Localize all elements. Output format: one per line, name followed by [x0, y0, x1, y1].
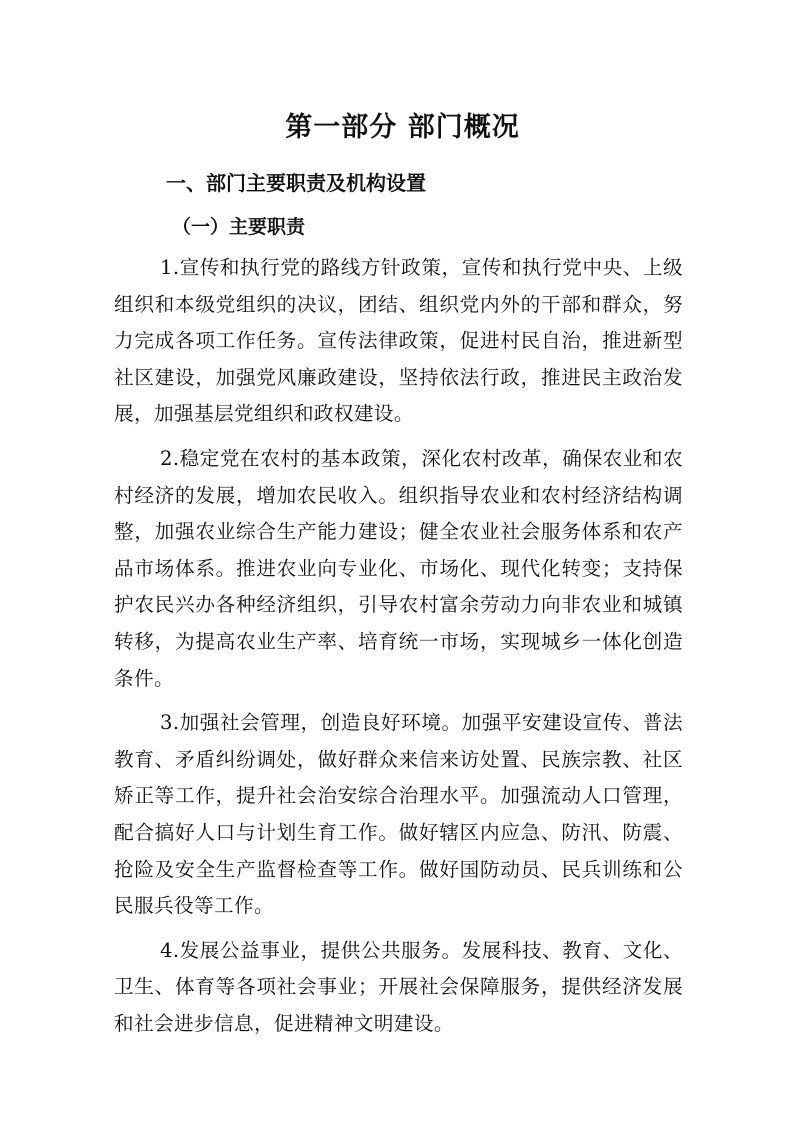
section-heading: 一、部门主要职责及机构设置 — [166, 171, 426, 195]
paragraph-3: 3.加强社会管理，创造良好环境。加强平安建设宣传、普法教育、矛盾纠纷调处，做好群众来信来访处置、民族宗教、社区矫正等工作，提升社会治安综合治理水平。加强流动人口管理，配合搞好人口与计划生育工作。做好辖区内应急、防汛、防震、抢险及安全生产监督检查等工作。做好国防动员、民兵训练和公民服兵役等工作。 — [114, 711, 683, 918]
page-title: 第一部分 部门概况 — [285, 112, 520, 143]
paragraph-1: 1.宣传和执行党的路线方针政策，宣传和执行党中央、上级组织和本级党组织的决议，团结、组织党内外的干部和群众，努力完成各项工作任务。宣传法律政策，促进村民自治，推进新型社区建设，加强党风廉政建设，坚持依法行政，推进民主政治发展，加强基层党组织和政权建设。 — [114, 256, 683, 426]
paragraph-2: 2.稳定党在农村的基本政策，深化农村改革，确保农业和农村经济的发展，增加农民收入。组织指导农业和农村经济结构调整，加强农业综合生产能力建设；健全农业社会服务体系和农产品市场体系。推进农业向专业化、市场化、现代化转变；支持保护农民兴办各种经济组织，引导农村富余劳动力向非农业和城镇转移，为提高农业生产率、培育统一市场，实现城乡一体化创造条件。 — [114, 446, 683, 690]
paragraph-4: 4.发展公益事业，提供公共服务。发展科技、教育、文化、卫生、体育等各项社会事业；开展社会保障服务，提供经济发展和社会进步信息，促进精神文明建设。 — [114, 938, 683, 1035]
sub-heading: （一）主要职责 — [172, 216, 306, 238]
